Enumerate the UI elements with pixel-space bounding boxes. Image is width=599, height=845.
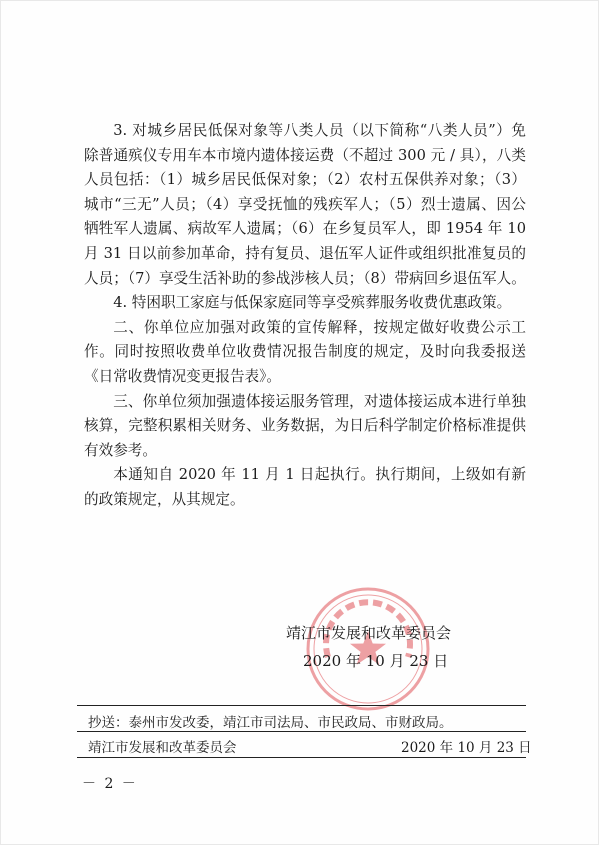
cc-line: 抄送：泰州市发改委，靖江市司法局、市民政局、市财政局。 [88,715,453,731]
footer-date: 2020 年 10 月 23 日 [401,740,532,756]
paragraph-section-3: 三、你单位须加强遗体接运服务管理，对遗体接运成本进行单独核算，完整积累相关财务、业务数据，为日后科学制定价格标准提供有效参考。 [84,392,526,459]
paragraph-effective-date: 本通知自 2020 年 11 月 1 日起执行。执行期间，上级如有新的政策规定，从其规定。 [84,466,526,508]
document-body [84,119,526,513]
signature-date: 2020 年 10 月 23 日 [303,652,449,670]
divider-bottom [77,757,526,758]
official-seal-icon [304,585,432,713]
paragraph-section-2: 二、你单位应加强对政策的宣传解释，按规定做好收费公示工作。同时按照收费单位收费情况报告制度的规定，及时向我委报送《日常收费情况变更报告表》。 [84,318,526,385]
divider-top [77,705,526,706]
paragraph-item-4: 4. 特困职工家庭与低保家庭同等享受殡葬服务收费优惠政策。 [113,294,512,312]
footer-issuer: 靖江市发展和改革委员会 [88,740,237,756]
signature-org: 靖江市发展和改革委员会 [286,624,452,642]
paragraph-item-3: 3. 对城乡居民低保对象等八类人员（以下简称“八类人员”）免除普通殡仪专用车本市境内遗体接运费（不超过 300 元 / 具），八类人员包括：（1）城乡居民低保对象；（2）农村五保供养对象；（3）城市“三无”人员；（4）享受抚恤的残疾军人；（5）烈士遗属、因公牺牲军人遗属、病故军人遗属；（6）在乡复员军人，即 1954 年 10 月 31 日以前参加革命，持有复员、退伍军人证件或组织批准复员的人员；（7）享受生活补助的参战涉核人员；（8）带病回乡退伍军人。 [84,122,526,287]
divider-middle [77,731,526,732]
page-number: － 2 － [82,776,138,792]
